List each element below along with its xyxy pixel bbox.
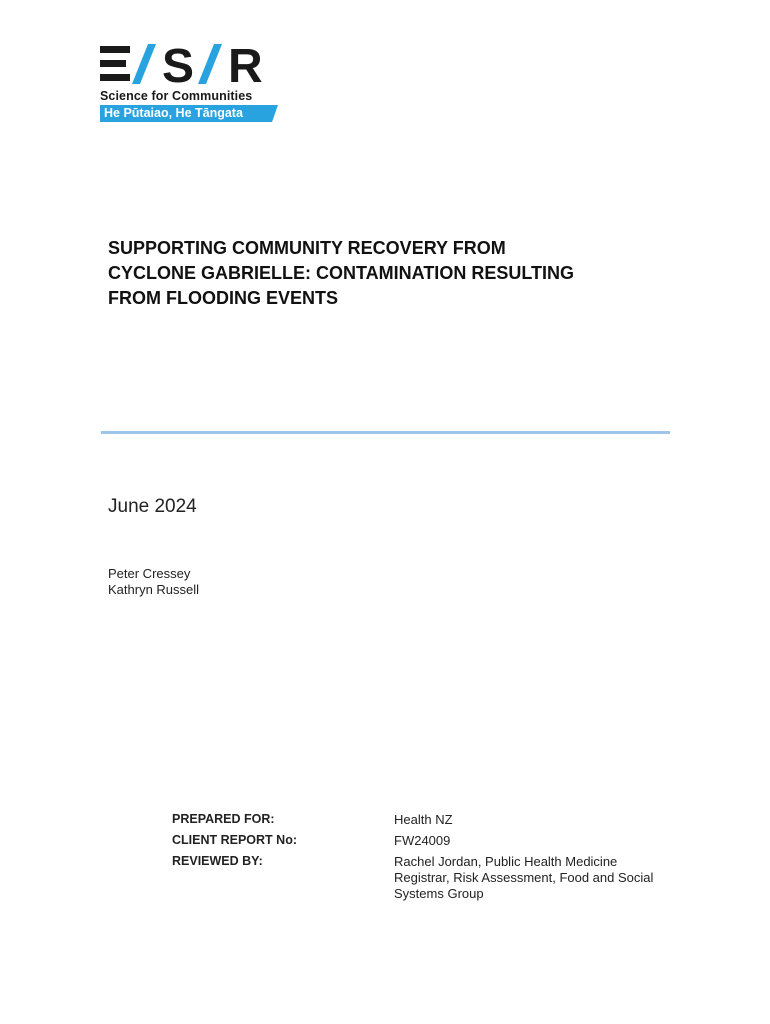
logo-subtagline: He Pūtaiao, He Tāngata	[104, 106, 243, 120]
detail-value: Health NZ	[394, 812, 453, 827]
report-details	[172, 812, 654, 907]
report-title	[108, 236, 668, 311]
esr-logo	[100, 42, 282, 120]
detail-row-reviewed-by	[172, 854, 654, 902]
detail-label: PREPARED FOR:	[172, 812, 275, 826]
author-list	[108, 566, 199, 598]
author-name: Kathryn Russell	[108, 582, 200, 597]
author-name: Peter Cressey	[108, 566, 191, 581]
detail-row-prepared-for	[172, 812, 654, 828]
detail-value: Rachel Jordan, Public Health Medicine Registrar, Risk Assessment, Food and Social Systems Group	[394, 854, 654, 901]
title-line: CYCLONE GABRIELLE: CONTAMINATION RESULTING	[108, 263, 574, 283]
svg-text:R: R	[228, 42, 263, 86]
detail-value: FW24009	[394, 833, 451, 848]
title-divider	[101, 431, 670, 434]
title-line: SUPPORTING COMMUNITY RECOVERY FROM	[108, 238, 506, 258]
svg-text:S: S	[162, 42, 195, 86]
report-date: June 2024	[108, 496, 197, 517]
detail-label: REVIEWED BY:	[172, 854, 263, 868]
logo-tagline: Science for Communities	[100, 89, 253, 103]
esr-logo-mark	[100, 42, 282, 86]
detail-row-client-report	[172, 833, 654, 849]
detail-label: CLIENT REPORT No:	[172, 833, 297, 847]
title-line: FROM FLOODING EVENTS	[108, 288, 339, 308]
